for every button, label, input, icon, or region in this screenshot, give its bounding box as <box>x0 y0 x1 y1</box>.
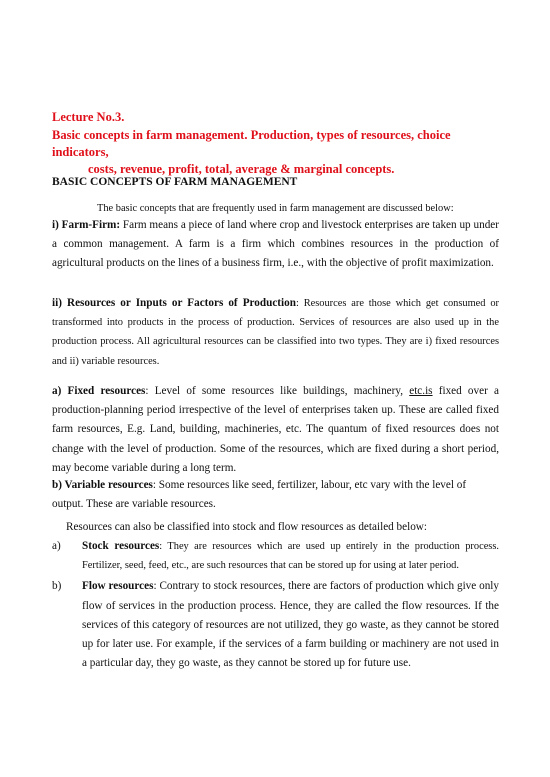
stock-flow-intro: Resources can also be classified into stock and flow resources as detailed below: <box>66 521 427 533</box>
variable-text: : Some resources like seed, fertilizer, labour, etc vary with the level of output. These are variable resources. <box>52 479 467 511</box>
list-item <box>52 577 499 673</box>
resources-term: ii) Resources or Inputs or Factors of Production <box>52 297 296 309</box>
farm-firm-term: i) Farm-Firm: <box>52 219 121 231</box>
variable-term: b) Variable resources <box>52 479 153 491</box>
lecture-title <box>52 127 502 178</box>
farm-firm-paragraph <box>52 216 499 274</box>
fixed-term: a) Fixed resources <box>52 385 146 397</box>
farm-firm-text: Farm means a piece of land where crop and livestock enterprises are taken up under a common management. A farm is a firm which combines resources in the production of agricultural products on the lines of a business firm, i.e., with the objective of profit maximization. <box>52 219 499 270</box>
flow-text: : Contrary to stock resources, there are factors of production which give only flow of services in the production process. Hence, they are called the flow resources. If the services of this category of resources are not utilized, they go waste, as they cannot be stored up for later use. For example, if the services of a farm building or machinery are not used in a particular day, they go waste, as they cannot be stored up for future use. <box>82 580 500 670</box>
fixed-text-b: fixed over a production-planning period irrespective of the level of enterprises taken up. These are called fixed farm resources, E.g. Land, building, machineries, etc. The quantum of fixed resources does not change with the level of production. Some of the resources, which are fixed during a short period, may become variable during a long term. <box>52 385 499 474</box>
flow-term: Flow resources <box>82 580 154 593</box>
list-marker: a) <box>52 540 61 552</box>
fixed-resources-paragraph <box>52 382 499 478</box>
stock-flow-list <box>52 537 499 673</box>
fixed-etc-link: etc.is <box>409 385 433 397</box>
resources-paragraph <box>52 294 499 371</box>
list-item <box>52 537 499 575</box>
stock-text: : They are resources which are used up entirely in the production process. Fertilizer, seed, feed, etc., are such resources that can be stored up for using at later period. <box>82 541 499 572</box>
resources-text: : Resources are those which get consumed or transformed into products in the process of production. Services of resources are also used up in the production process. All agricultural resources can be classified into two types. They are i) fixed resources and ii) variable resources. <box>52 298 499 367</box>
stock-term: Stock resources <box>82 540 160 552</box>
section-heading: BASIC CONCEPTS OF FARM MANAGEMENT <box>52 176 298 188</box>
variable-resources-paragraph <box>52 476 492 514</box>
title-line-2: costs, revenue, profit, total, average & marginal concepts. <box>88 162 395 176</box>
intro-text: The basic concepts that are frequently used in farm management are discussed below: <box>97 203 454 214</box>
title-line-1: Basic concepts in farm management. Production, types of resources, choice indicators, <box>52 128 451 159</box>
list-marker: b) <box>52 580 62 593</box>
fixed-text-a: : Level of some resources like buildings, machinery, <box>145 385 410 397</box>
lecture-number: Lecture No.3. <box>52 110 125 124</box>
